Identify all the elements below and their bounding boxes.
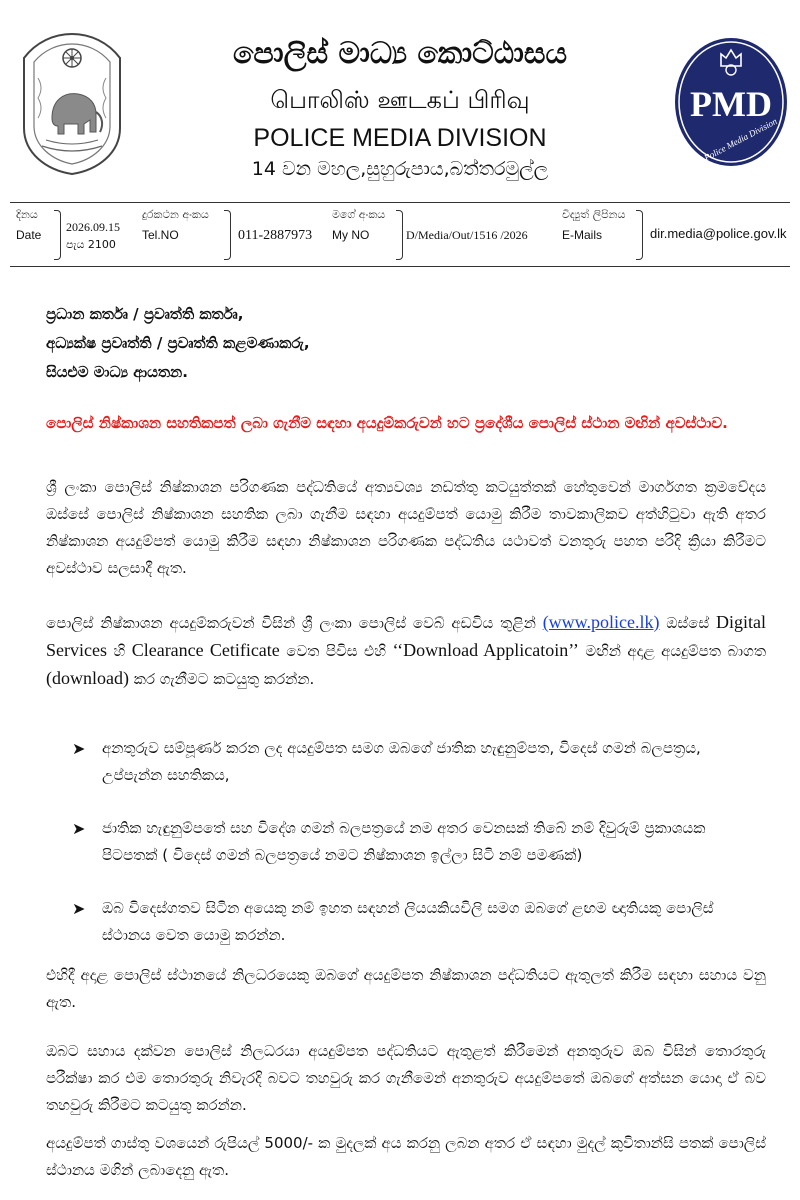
paragraph-fee: අයදුම්පත් ගාස්තු වශයෙන් රුපියල් 5000/- ක මුදලක් අය කරනු ලබන අතර ඒ සඳහා මුදල් කුවිතාන්සි පතක් පොලිස් ස්ථානය මගින් ලබාදෙනු ඇත.	[46, 1134, 766, 1179]
paragraph-download-instructions: පොලිස් නිෂ්කාශන අයදුම්කරුවන් විසින් ශ්‍රී ලංකා පොලිස් වෙබ් අඩවිය තුළින් (www.police.lk) ඔස්සේ Digital Services හි Clearance Cetificate වෙත පිවිස එහි ‘‘Download Applicatoin’’ මඟින් අදාළ අයදුම්පත බාගත (download) කර ගැනීමට කටයුතු කරන්න.	[46, 612, 766, 688]
addressee-line: සියළුම මාධ්‍ය ආයතන.	[46, 363, 188, 381]
pmd-logo-icon	[672, 30, 790, 170]
address: 14 වන මහල,සුහුරුපාය,බත්තරමුල්ල	[251, 158, 549, 180]
paragraph: එහිදී අදාළ පොලිස් ස්ථානයේ නිලධරයෙකු ඔබගේ අයදුම්පත නිෂ්කාශන පද්ධතියට ඇතුලත් කිරීම සඳහා සහාය වනු ඇත.	[46, 966, 766, 1011]
tel-label: දුරකථන අංකය Tel.NO	[142, 208, 209, 242]
police-crest-icon	[12, 28, 132, 178]
list-item: ➤ අනතුරුව සම්පූර්ණ කරන ලද අයදුම්පත සමග ඔබගේ ජාතික හැඳුනුම්පත, විදෙස් ගමන් බලපත්‍රය, උප්පැන්න සහතිකය,	[72, 735, 752, 789]
arrow-bullet-icon: ➤	[72, 899, 86, 918]
arrow-bullet-icon: ➤	[72, 819, 86, 838]
divider	[10, 266, 790, 267]
bracket	[224, 210, 231, 260]
addressee-line: ප්‍රධාන කර්තෘ / ප්‍රවෘත්ති කර්තෘ,	[46, 305, 244, 323]
myno-label: මගේ අංකය My NO	[332, 208, 386, 242]
title-english: POLICE MEDIA DIVISION	[253, 124, 547, 152]
letterhead	[0, 0, 800, 200]
myno-value: D/Media/Out/1516 /2026	[406, 228, 528, 242]
arrow-bullet-icon: ➤	[72, 739, 86, 758]
bracket	[396, 210, 403, 260]
date-value: 2026.09.15	[66, 220, 120, 234]
date-label: දිනය Date	[16, 208, 42, 242]
paragraph: ඔබට සහාය දක්වන පොලිස් නිලධරයා අයදුම්පත පද්ධතියට ඇතුළත් කිරීමෙන් අනතුරුව ඔබ විසින් තොරතුරු පරීක්ෂා කර එම තොරතුරු නිවැරදි බවට තහවුරු කර ගැනීමෙන් අනතුරුව අයදුම්පතේ ඔබගේ අත්සන යොදා ඒ බව තහවුරු කිරීමට කටයුතු කරන්න.	[46, 1042, 766, 1114]
bracket	[54, 210, 61, 260]
list-item: ➤ ජාතික හැඳුනුම්පතේ සහ විදේශ ගමන් බලපත්‍රයේ නම අතර වෙනසක් තිබේ නම් දිවුරුම් ප්‍රකාශයක පිටපතක් ( විදෙස් ගමන් බලපත්‍රයේ නමට නිෂ්කාශන ඉල්ලා සිටි නම් පමණක්)	[72, 815, 752, 869]
pmd-logo-text: PMD	[690, 84, 772, 124]
title-sinhala: පොලිස් මාධ්‍ය කොට්ඨාසය	[232, 36, 568, 71]
addressee-line: අධ්‍යක්ෂ ප්‍රවෘත්ති / ප්‍රවෘත්ති කළමණාකරු,	[46, 334, 310, 352]
paragraph: ශ්‍රී ලංකා පොලිස් නිෂ්කාශන පරිගණක පද්ධතියේ අත්‍යවශ්‍ය නඩත්තු කටයුත්තක් හේතුවෙන් මාර්ගගත ක්‍රමවේදය ඔස්සේ පොලිස් නිෂ්කාශන සහතික ලබා ගැනීම සඳහා අයදුම්පත් යොමු කිරීම තාවකාලිකව අත්හිටුවා ඇති අතර නිෂ්කාශන අයදුම්පත් යොමු කිරීම සඳහා නිෂ්කාශන පරිගණක පද්ධතිය යථාවත් වනතුරු පහත පරිදි ක්‍රියා කිරීමට අවස්ථාව සලසාදී ඇත.	[46, 478, 766, 577]
email-label: විද්‍යුත් ලිපිනය E-Mails	[562, 208, 626, 242]
time-value: පැය 2100	[66, 238, 116, 251]
police-website-link[interactable]: (www.police.lk)	[542, 612, 660, 632]
reference-strip	[10, 198, 790, 264]
subject-heading: පොලිස් නිෂ්කාශන සහතිකපත් ලබා ගැනීම සඳහා අයදුම්කරුවන් හට ප්‍රදේශීය පොලිස් ස්ථාන මඟින් අවස්ථාව.	[46, 414, 728, 432]
addressee-block	[46, 300, 766, 387]
bracket	[636, 210, 643, 260]
list-item: ➤ ඔබ විදෙස්ගතව සිටින අයෙකු නම් ඉහත සඳහන් ලියයකියවිලි සමග ඔබගේ ළඟම ඥාතියකු පොලිස් ස්ථානය වෙත යොමු කරන්න.	[72, 895, 752, 949]
email-value: dir.media@police.gov.lk	[650, 226, 787, 241]
title-tamil: பொலிஸ் ஊடகப் பிரிவு	[270, 86, 530, 114]
requirements-list	[72, 735, 752, 949]
tel-value: 011-2887973	[238, 228, 313, 243]
divider	[10, 202, 790, 203]
pmd-logo-subtext: Police Media Division	[702, 115, 779, 163]
